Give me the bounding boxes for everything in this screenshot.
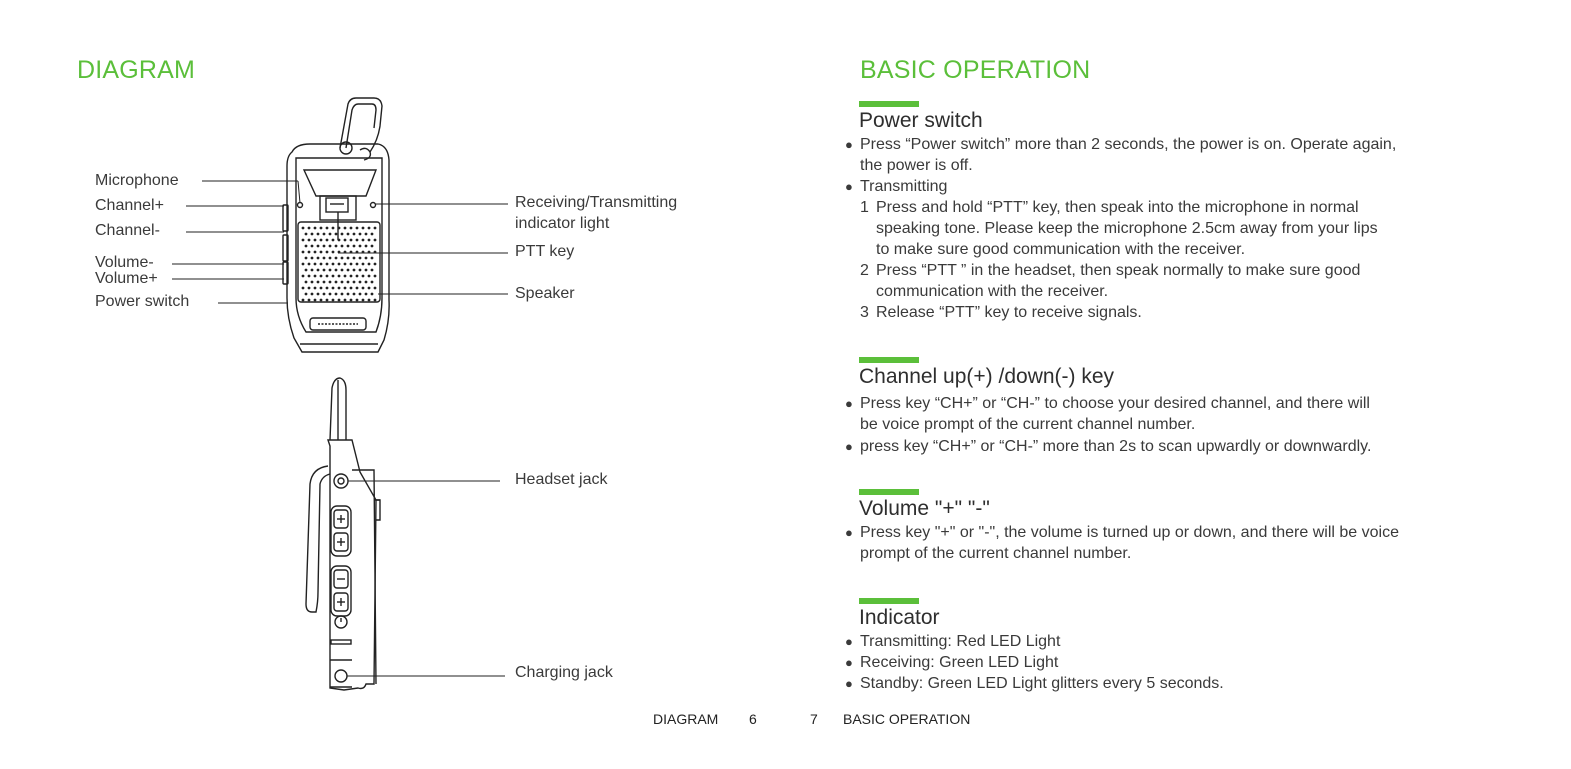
bullet-dot: ● [845, 525, 853, 540]
bullet-dot: ● [845, 439, 853, 454]
footer-right-page-number: 7 [810, 711, 818, 727]
label-headset-jack: Headset jack [515, 471, 608, 488]
text-line: press key “CH+” or “CH-” more than 2s to scan upwardly or downwardly. [860, 438, 1372, 455]
label-volume-plus: Volume+ [95, 270, 158, 287]
indicator-bullet-3 [845, 673, 1510, 694]
bullet-dot: ● [845, 396, 853, 411]
channel-bullet-2 [845, 436, 1510, 457]
footer-left-label: DIAGRAM [653, 711, 719, 727]
power-switch-heading: Power switch [859, 109, 983, 132]
speaker-grille-dots [302, 227, 377, 302]
bullet-dot: ● [845, 634, 853, 649]
transmit-step-3 [860, 302, 1510, 323]
text-line: Press “PTT ” in the headset, then speak normally to make sure good [876, 262, 1361, 279]
power-bullet-1 [845, 134, 1510, 176]
label-indicator-light-line1: Receiving/Transmitting [515, 194, 678, 211]
channel-bullet-1 [845, 393, 1510, 435]
volume-bullet-1 [845, 522, 1510, 564]
label-microphone: Microphone [95, 172, 179, 189]
text-line: the power is off. [860, 157, 973, 174]
diagram-title: DIAGRAM [77, 56, 196, 84]
text-line: speaking tone. Please keep the microphone 2.5cm away from your lips [876, 220, 1378, 237]
bullet-dot: ● [845, 655, 853, 670]
footer-left-page-number: 6 [749, 711, 757, 727]
text-line: be voice prompt of the current channel number. [860, 416, 1196, 433]
label-speaker: Speaker [515, 285, 575, 302]
text-line: Press “Power switch” more than 2 seconds, the power is on. Operate again, [860, 136, 1397, 153]
channel-heading: Channel up(+) /down(-) key [859, 365, 1115, 388]
transmit-step-1 [860, 197, 1510, 260]
text-line: Press key "+" or "-", the volume is turned up or down, and there will be voice [860, 524, 1399, 541]
side-view-illustration [306, 378, 380, 690]
label-indicator-light-line2: indicator light [515, 215, 610, 232]
bullet-dot: ● [845, 137, 853, 152]
power-section-bar [859, 101, 919, 107]
transmit-step-2 [860, 260, 1510, 302]
front-view-illustration [283, 98, 389, 352]
indicator-section-bar [859, 598, 919, 604]
text-line: Standby: Green LED Light glitters every 5 seconds. [860, 675, 1224, 692]
channel-section-bar [859, 357, 919, 363]
label-charging-jack: Charging jack [515, 664, 613, 681]
bullet-dot: ● [845, 179, 853, 194]
device-diagram [0, 0, 780, 700]
text-line: Transmitting: Red LED Light [860, 633, 1061, 650]
text-line: Receiving: Green LED Light [860, 654, 1059, 671]
step-number: 3 [860, 304, 869, 321]
front-leader-lines [172, 181, 508, 303]
footer-right-label: BASIC OPERATION [843, 711, 971, 727]
text-line: communication with the receiver. [876, 283, 1109, 300]
step-number: 1 [860, 199, 869, 216]
volume-heading: Volume "+" "-" [859, 497, 990, 520]
label-volume-minus: Volume- [95, 254, 154, 271]
label-channel-plus: Channel+ [95, 197, 164, 214]
label-ptt-key: PTT key [515, 243, 575, 260]
text-line: to make sure good communication with the receiver. [876, 241, 1246, 258]
indicator-bullet-2 [845, 652, 1510, 673]
text-line: Press and hold “PTT” key, then speak into the microphone in normal [876, 199, 1359, 216]
basic-operation-title: BASIC OPERATION [860, 56, 1091, 84]
power-bullet-2 [845, 176, 1510, 197]
volume-section-bar [859, 489, 919, 495]
indicator-bullet-1 [845, 631, 1510, 652]
bullet-dot: ● [845, 676, 853, 691]
text-line: prompt of the current channel number. [860, 545, 1132, 562]
text-line: Transmitting [860, 178, 948, 195]
side-leader-lines [347, 481, 505, 676]
indicator-heading: Indicator [859, 606, 940, 629]
text-line: Release “PTT” key to receive signals. [876, 304, 1142, 321]
label-channel-minus: Channel- [95, 222, 160, 239]
label-power-switch: Power switch [95, 293, 190, 310]
text-line: Press key “CH+” or “CH-” to choose your desired channel, and there will [860, 395, 1370, 412]
step-number: 2 [860, 262, 869, 279]
